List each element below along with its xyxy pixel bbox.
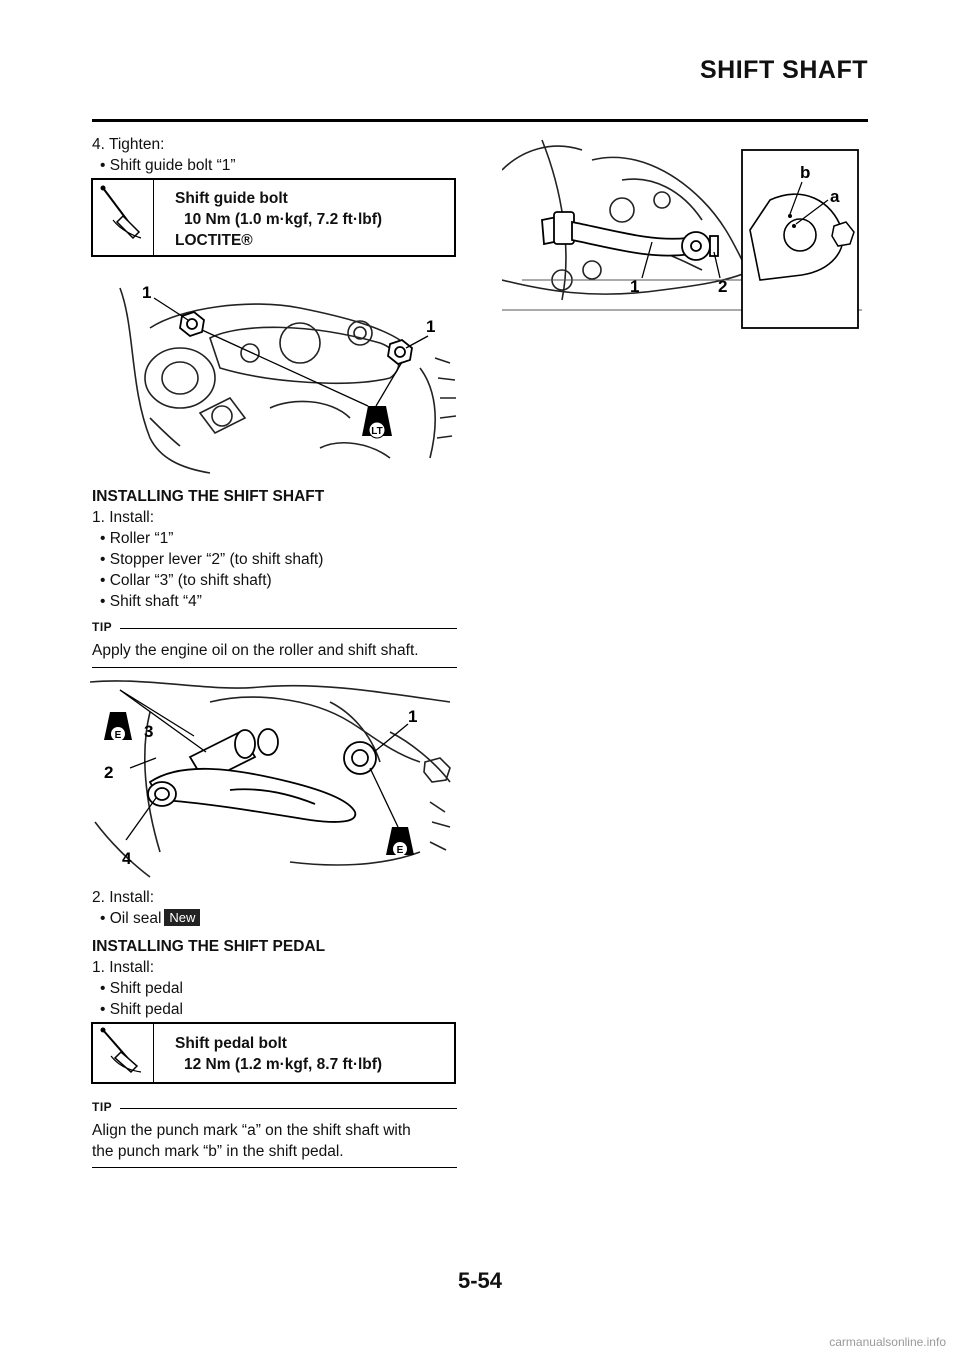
spec2-title: Shift pedal bolt [175,1035,287,1052]
torque-wrench-icon [93,180,154,255]
shift-pedal-section [92,936,325,1020]
shift-pedal-heading: INSTALLING THE SHIFT PEDAL [92,938,326,955]
shift-shaft-bullet: • Collar “3” (to shift shaft) [100,572,272,589]
figure3-callout-1: 1 [630,277,640,296]
torque-spec-box-shift-guide-bolt [91,178,456,257]
figure1-callout-1-right: 1 [426,317,436,336]
oil-seal-step-label: 2. Install: [92,889,155,906]
oil-seal-step [92,887,200,929]
spec1-value: 10 Nm (1.0 m·kgf, 7.2 ft·lbf) [184,211,383,228]
shift-pedal-bullet: • Shift pedal [100,980,183,997]
tip1-bottom-rule [92,667,457,668]
tip2-line2: the punch mark “b” in the shift pedal. [92,1143,344,1160]
shift-shaft-bullet: • Shift shaft “4” [100,593,202,610]
figure2-callout-2: 2 [104,763,114,782]
figure2-callout-3: 3 [144,722,154,741]
shift-shaft-bullet: • Roller “1” [100,530,174,547]
figure1-callout-1-left: 1 [142,283,152,302]
tighten-step-label: 4. Tighten: [92,136,165,153]
figure-shift-pedal [502,130,862,332]
oil-seal-bullet [92,908,200,929]
shift-shaft-section [92,486,324,612]
figure2-callout-4: 4 [122,849,132,868]
tip1-top-rule [120,628,457,629]
figure3-callout-2: 2 [718,277,728,296]
tip1-text: Apply the engine oil on the roller and shift shaft. [92,642,419,659]
tip2-text [92,1120,411,1162]
shift-shaft-bullet: • Stopper lever “2” (to shift shaft) [100,551,324,568]
header-rule [92,119,868,122]
tip2-line1: Align the punch mark “a” on the shift shaft with [92,1122,411,1139]
new-part-badge: New [164,909,200,926]
watermark: carmanualsonline.info [829,1335,946,1349]
shift-pedal-step: 1. Install: [92,959,155,976]
tip2-top-rule [120,1108,457,1109]
torque-wrench-icon [93,1024,154,1082]
tip2-label: TIP [92,1100,113,1114]
spec1-note: LOCTITE® [175,232,253,249]
tip2-bottom-rule [92,1167,457,1168]
loctite-symbol [362,406,392,438]
shift-pedal-bullet: • Shift pedal [100,1001,183,1018]
spec2-value: 12 Nm (1.2 m·kgf, 8.7 ft·lbf) [184,1056,383,1073]
shift-shaft-step: 1. Install: [92,509,155,526]
torque-spec-box-shift-pedal-bolt [91,1022,456,1084]
figure3-inset [742,150,858,328]
tighten-step [92,134,236,176]
page-number: 5-54 [457,1268,503,1293]
figure3-callout-a: a [830,187,840,206]
svg-text:E: E [114,730,122,741]
lt-label: LT [371,426,383,437]
tip1-label: TIP [92,620,113,634]
shift-shaft-heading: INSTALLING THE SHIFT SHAFT [92,488,325,505]
figure-shift-shaft-install [90,672,460,884]
oil-seal-bullet-text: • Oil seal [100,910,162,927]
figure-shift-guide-bolts [90,268,460,476]
engine-oil-symbol [104,712,132,741]
spec1-title: Shift guide bolt [175,190,288,207]
svg-text:E: E [396,845,404,856]
tighten-bullet: • Shift guide bolt “1” [100,157,236,174]
engine-oil-symbol [386,827,414,856]
page-title: SHIFT SHAFT [700,56,868,84]
figure2-callout-1: 1 [408,707,418,726]
figure3-callout-b: b [800,163,811,182]
